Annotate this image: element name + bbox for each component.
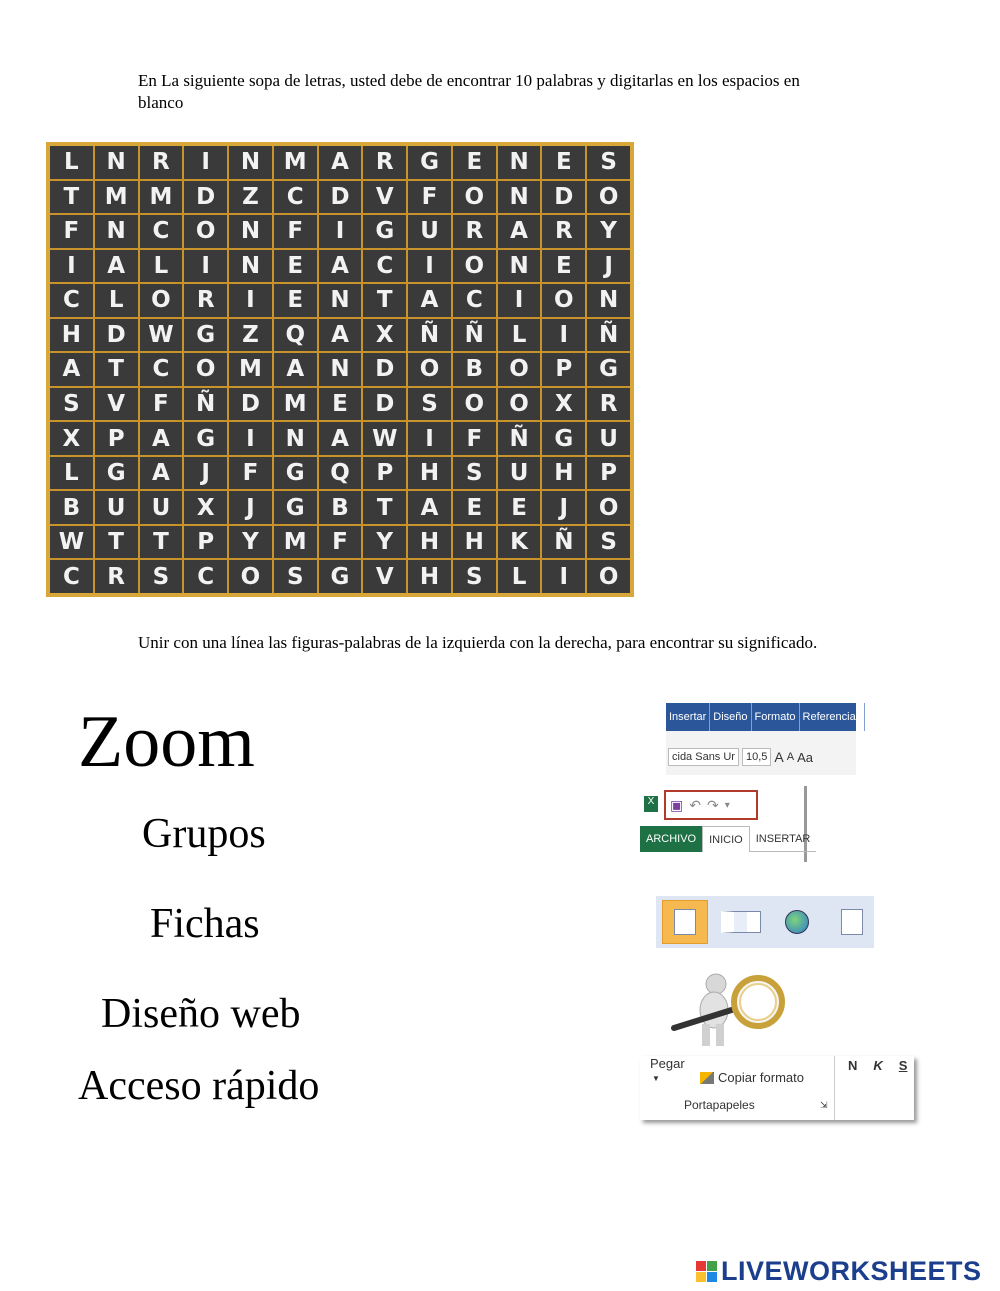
grid-cell: L: [140, 250, 183, 283]
grid-cell: L: [498, 560, 541, 593]
font-name-box: cida Sans Ur: [668, 748, 739, 766]
clipboard-group-label: Portapapeles: [684, 1098, 755, 1112]
grid-cell: Ñ: [587, 319, 630, 352]
grid-cell: Y: [587, 215, 630, 248]
tab-insertar: INSERTAR: [750, 826, 817, 852]
grid-cell: P: [363, 457, 406, 490]
grid-cell: O: [498, 388, 541, 421]
tab-inicio: INICIO: [702, 826, 750, 852]
grid-cell: N: [274, 422, 317, 455]
grid-cell: B: [50, 491, 93, 524]
grid-cell: Ñ: [542, 526, 585, 559]
excel-icon: X: [644, 796, 658, 812]
grid-cell: A: [319, 250, 362, 283]
ribbon-tab: Formato: [752, 703, 800, 731]
paste-label: Pegar: [650, 1056, 685, 1071]
bold-label: N: [848, 1058, 858, 1073]
grid-cell: I: [319, 215, 362, 248]
grid-cell: O: [184, 215, 227, 248]
grid-cell: O: [587, 491, 630, 524]
grid-cell: N: [95, 215, 138, 248]
underline-label: S: [898, 1058, 908, 1073]
grid-cell: N: [319, 353, 362, 386]
logo-square: [707, 1261, 717, 1271]
grid-cell: J: [184, 457, 227, 490]
grid-cell: T: [140, 526, 183, 559]
undo-icon: ↶: [689, 796, 701, 813]
grid-cell: X: [50, 422, 93, 455]
word-acceso-rapido[interactable]: Acceso rápido: [78, 1063, 320, 1109]
brand-logo-icon: [696, 1261, 717, 1282]
page-icon: [674, 909, 696, 935]
format-painter-label: Copiar formato: [718, 1070, 804, 1085]
grid-cell: E: [453, 146, 496, 179]
grid-cell: L: [50, 457, 93, 490]
quick-access-tabs: [640, 826, 816, 852]
grid-cell: D: [229, 388, 272, 421]
font-style-buttons: [848, 1058, 907, 1073]
grid-cell: Ñ: [453, 319, 496, 352]
grid-cell: F: [453, 422, 496, 455]
grid-cell: I: [498, 284, 541, 317]
grid-cell: E: [498, 491, 541, 524]
grid-cell: N: [229, 250, 272, 283]
grid-cell: H: [50, 319, 93, 352]
grid-cell: J: [542, 491, 585, 524]
grid-cell: U: [408, 215, 451, 248]
outline-view: [831, 901, 875, 943]
grid-cell: S: [140, 560, 183, 593]
grid-cell: A: [140, 457, 183, 490]
grid-cell: C: [140, 353, 183, 386]
grid-cell: E: [319, 388, 362, 421]
grid-cell: T: [50, 181, 93, 214]
grid-cell: U: [587, 422, 630, 455]
ribbon-tab: Referencias: [800, 703, 866, 731]
globe-icon: [785, 910, 809, 934]
ribbon-tab: Diseño: [710, 703, 751, 731]
grid-cell: P: [95, 422, 138, 455]
grid-cell: I: [229, 422, 272, 455]
grid-cell: L: [498, 319, 541, 352]
grid-cell: K: [498, 526, 541, 559]
grid-cell: D: [542, 181, 585, 214]
grid-cell: O: [408, 353, 451, 386]
grid-cell: N: [229, 146, 272, 179]
grid-cell: S: [453, 457, 496, 490]
grid-cell: A: [95, 250, 138, 283]
grid-cell: B: [319, 491, 362, 524]
grid-cell: G: [542, 422, 585, 455]
magnifying-glass-icon: [674, 978, 782, 1028]
tab-archivo: ARCHIVO: [640, 826, 702, 852]
grid-cell: C: [453, 284, 496, 317]
grid-cell: Y: [229, 526, 272, 559]
grid-cell: A: [408, 284, 451, 317]
grid-cell: V: [95, 388, 138, 421]
magnifier-person-image[interactable]: [640, 962, 800, 1050]
grid-cell: U: [95, 491, 138, 524]
grid-cell: Ñ: [408, 319, 451, 352]
grid-cell: F: [274, 215, 317, 248]
grid-cell: H: [408, 526, 451, 559]
logo-square: [696, 1261, 706, 1271]
grid-cell: Q: [319, 457, 362, 490]
word-diseno-web[interactable]: Diseño web: [101, 991, 301, 1037]
group-divider: [834, 1056, 835, 1120]
grid-cell: W: [140, 319, 183, 352]
grid-cell: E: [274, 250, 317, 283]
grid-cell: E: [274, 284, 317, 317]
grid-cell: G: [408, 146, 451, 179]
outline-icon: [841, 909, 863, 935]
web-layout-view: [775, 901, 819, 943]
grow-font-icon: A: [774, 749, 784, 765]
grid-cell: O: [184, 353, 227, 386]
grid-cell: C: [50, 560, 93, 593]
grid-cell: I: [184, 146, 227, 179]
grid-cell: S: [453, 560, 496, 593]
grid-cell: R: [542, 215, 585, 248]
grid-cell: G: [184, 319, 227, 352]
dialog-launcher-icon: ⇲: [820, 1100, 828, 1110]
grid-cell: B: [453, 353, 496, 386]
grid-cell: J: [229, 491, 272, 524]
grid-cell: G: [95, 457, 138, 490]
grid-cell: F: [50, 215, 93, 248]
document-views-image[interactable]: [656, 896, 874, 948]
grid-cell: C: [50, 284, 93, 317]
grid-cell: V: [363, 181, 406, 214]
grid-cell: I: [542, 319, 585, 352]
redo-icon: ↷: [706, 796, 719, 813]
grid-cell: F: [408, 181, 451, 214]
grid-cell: W: [363, 422, 406, 455]
grid-cell: O: [453, 388, 496, 421]
grid-cell: R: [184, 284, 227, 317]
grid-cell: S: [50, 388, 93, 421]
grid-cell: C: [140, 215, 183, 248]
grid-cell: X: [363, 319, 406, 352]
word-zoom[interactable]: Zoom: [78, 701, 255, 783]
grid-cell: G: [274, 491, 317, 524]
grid-cell: G: [363, 215, 406, 248]
grid-cell: S: [408, 388, 451, 421]
grid-cell: O: [453, 250, 496, 283]
italic-label: K: [873, 1058, 883, 1073]
grid-cell: D: [363, 388, 406, 421]
grid-cell: R: [453, 215, 496, 248]
grid-cell: O: [229, 560, 272, 593]
word-search-grid: [46, 142, 634, 597]
font-row: [666, 739, 856, 775]
grid-cell: F: [229, 457, 272, 490]
grid-cell: Ñ: [184, 388, 227, 421]
grid-cell: N: [498, 146, 541, 179]
grid-cell: M: [95, 181, 138, 214]
grid-cell: L: [95, 284, 138, 317]
grid-cell: O: [498, 353, 541, 386]
grid-cell: J: [587, 250, 630, 283]
grid-cell: H: [408, 560, 451, 593]
grid-cell: M: [274, 388, 317, 421]
grid-cell: X: [184, 491, 227, 524]
grid-cell: D: [319, 181, 362, 214]
grid-cell: S: [587, 526, 630, 559]
word-grupos[interactable]: Grupos: [142, 811, 266, 857]
grid-cell: P: [184, 526, 227, 559]
grid-cell: D: [95, 319, 138, 352]
print-layout-view: [662, 900, 708, 944]
grid-cell: N: [95, 146, 138, 179]
grid-cell: P: [542, 353, 585, 386]
grid-cell: M: [229, 353, 272, 386]
grid-cell: Q: [274, 319, 317, 352]
customize-icon: ▾: [724, 799, 730, 811]
grid-cell: N: [498, 250, 541, 283]
grid-cell: X: [542, 388, 585, 421]
grid-cell: R: [140, 146, 183, 179]
grid-cell: H: [542, 457, 585, 490]
grid-cell: E: [542, 146, 585, 179]
grid-cell: A: [319, 146, 362, 179]
grid-cell: A: [274, 353, 317, 386]
grid-cell: T: [95, 353, 138, 386]
font-size-box: 10,5: [742, 748, 771, 766]
grid-cell: T: [363, 284, 406, 317]
shrink-font-icon: A: [786, 751, 795, 763]
grid-cell: O: [453, 181, 496, 214]
grid-cell: G: [184, 422, 227, 455]
grid-cell: R: [95, 560, 138, 593]
grid-cell: S: [274, 560, 317, 593]
grid-cell: O: [140, 284, 183, 317]
grid-cell: A: [319, 319, 362, 352]
paste-dropdown-icon: ▼: [652, 1074, 660, 1083]
brand-name: LIVEWORKSHEETS: [721, 1255, 982, 1286]
grid-cell: I: [408, 422, 451, 455]
grid-cell: W: [50, 526, 93, 559]
grid-cell: Ñ: [498, 422, 541, 455]
change-case-icon: Aa: [797, 749, 813, 765]
grid-cell: C: [274, 181, 317, 214]
grid-cell: H: [408, 457, 451, 490]
grid-cell: A: [498, 215, 541, 248]
word-search-cells: [50, 146, 630, 593]
liveworksheets-brand: [696, 1256, 982, 1286]
ribbon-tab: Insertar: [666, 703, 710, 731]
grid-cell: A: [408, 491, 451, 524]
grid-cell: D: [184, 181, 227, 214]
grid-cell: Z: [229, 181, 272, 214]
word-fichas[interactable]: Fichas: [150, 901, 260, 947]
ribbon-tab-bar: [666, 703, 862, 731]
grid-cell: N: [229, 215, 272, 248]
format-painter-icon: [700, 1072, 714, 1084]
grid-cell: L: [50, 146, 93, 179]
grid-cell: O: [542, 284, 585, 317]
save-icon: ▣: [670, 796, 684, 813]
grid-cell: U: [140, 491, 183, 524]
grid-cell: R: [587, 388, 630, 421]
grid-cell: Z: [229, 319, 272, 352]
grid-cell: S: [587, 146, 630, 179]
grid-cell: N: [319, 284, 362, 317]
grid-cell: P: [587, 457, 630, 490]
grid-cell: G: [319, 560, 362, 593]
grid-cell: V: [363, 560, 406, 593]
logo-square: [696, 1272, 706, 1282]
grid-cell: I: [50, 250, 93, 283]
matching-instructions: Unir con una línea las figuras-palabras de la izquierda con la derecha, para encontrar su significado.: [138, 633, 818, 652]
grid-cell: T: [95, 526, 138, 559]
grid-cell: I: [184, 250, 227, 283]
grid-cell: N: [587, 284, 630, 317]
grid-cell: F: [319, 526, 362, 559]
ribbon-tabs-image[interactable]: [666, 703, 862, 775]
grid-cell: O: [587, 560, 630, 593]
format-painter: [700, 1070, 804, 1085]
grid-cell: C: [363, 250, 406, 283]
grid-cell: M: [274, 146, 317, 179]
grid-cell: N: [498, 181, 541, 214]
grid-cell: M: [274, 526, 317, 559]
grid-cell: A: [140, 422, 183, 455]
grid-cell: I: [408, 250, 451, 283]
clipboard-group-image[interactable]: [640, 1056, 914, 1120]
quick-access-image[interactable]: [640, 786, 811, 862]
grid-cell: F: [140, 388, 183, 421]
grid-cell: G: [274, 457, 317, 490]
grid-cell: D: [363, 353, 406, 386]
logo-square: [707, 1272, 717, 1282]
grid-cell: I: [542, 560, 585, 593]
book-icon: [721, 911, 761, 933]
quick-access-toolbar: [664, 790, 758, 820]
grid-cell: E: [542, 250, 585, 283]
grid-cell: A: [319, 422, 362, 455]
grid-cell: A: [50, 353, 93, 386]
grid-cell: G: [587, 353, 630, 386]
grid-cell: I: [229, 284, 272, 317]
grid-cell: U: [498, 457, 541, 490]
read-mode-view: [720, 901, 764, 943]
grid-cell: H: [453, 526, 496, 559]
wordsearch-instructions: En La siguiente sopa de letras, usted debe de encontrar 10 palabras y digitarlas en los espacios en blanco: [138, 71, 800, 112]
grid-cell: R: [363, 146, 406, 179]
grid-cell: C: [184, 560, 227, 593]
grid-cell: M: [140, 181, 183, 214]
grid-cell: T: [363, 491, 406, 524]
grid-cell: E: [453, 491, 496, 524]
grid-cell: O: [587, 181, 630, 214]
grid-cell: Y: [363, 526, 406, 559]
